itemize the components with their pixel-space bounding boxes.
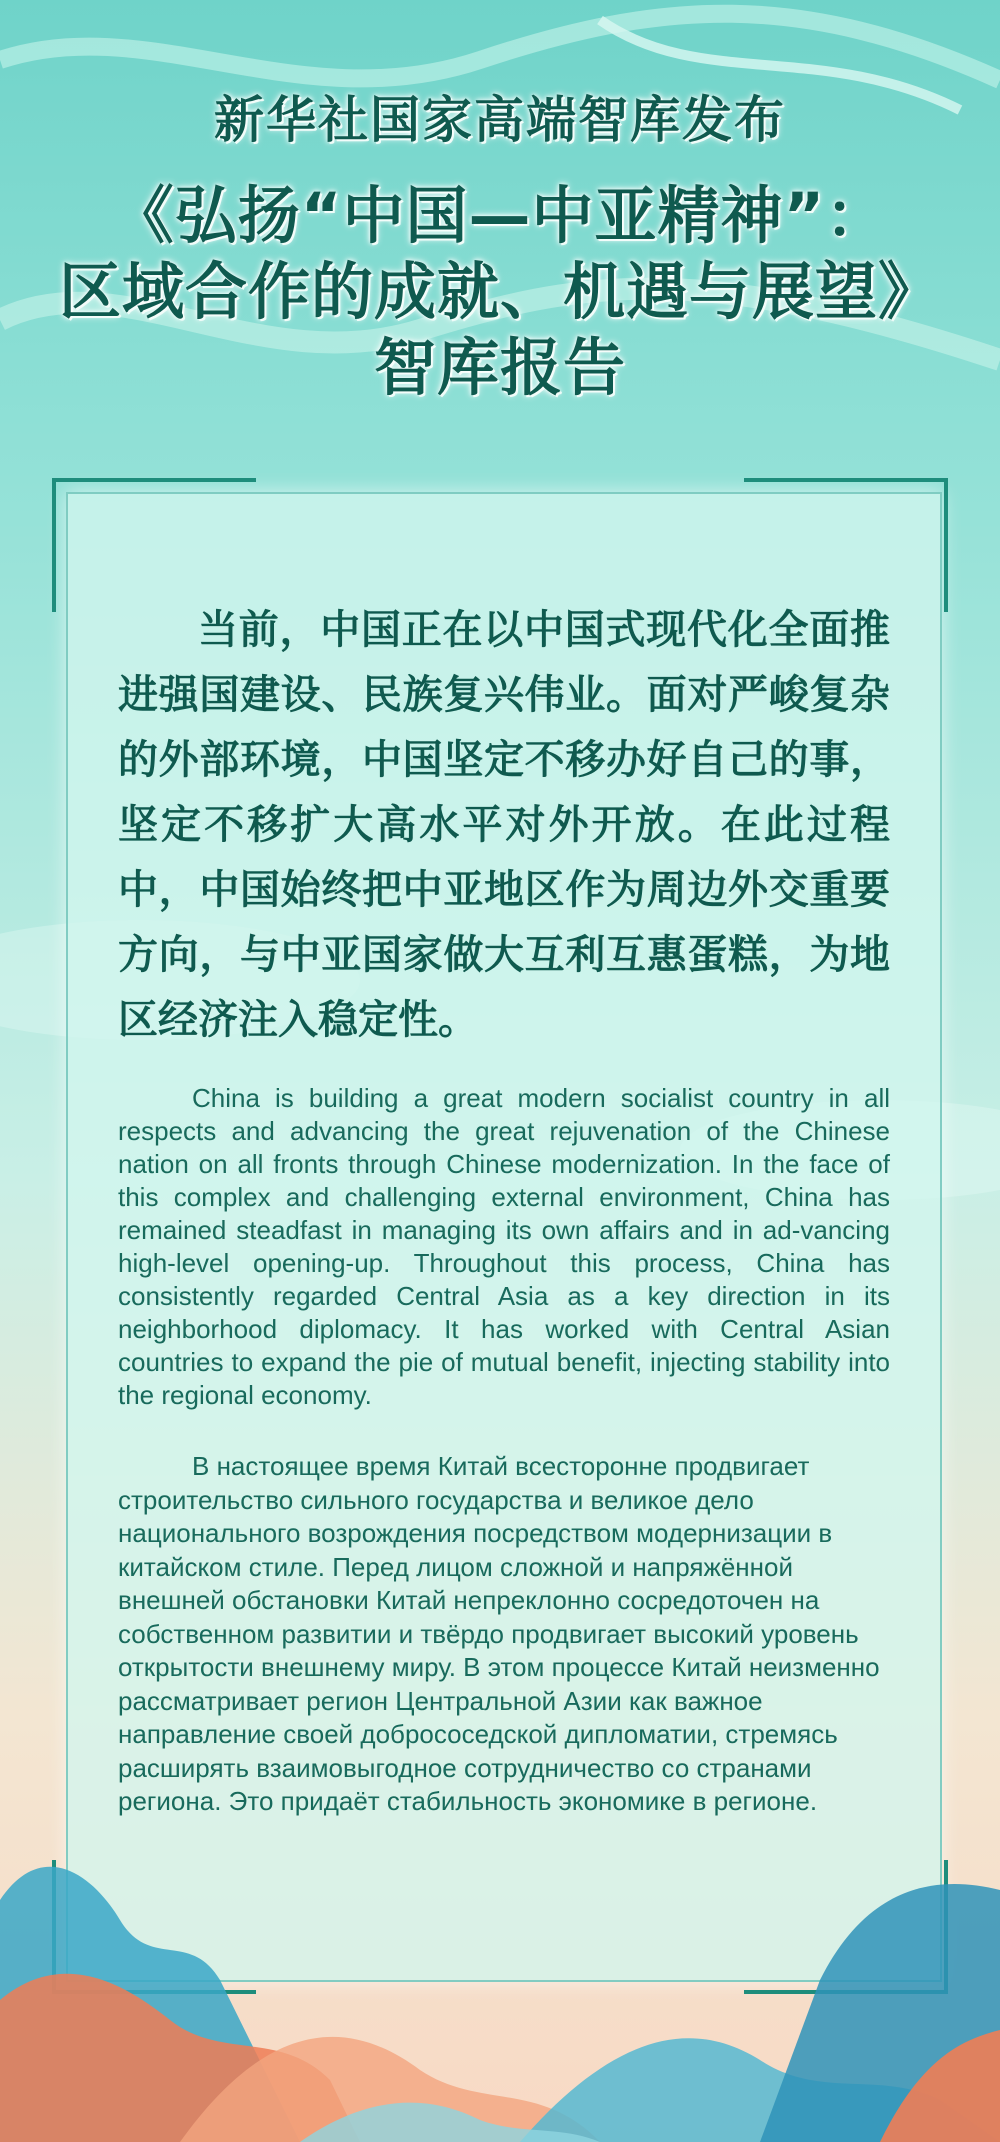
frame-corner-top-left (52, 478, 256, 612)
chinese-paragraph: 当前，中国正在以中国式现代化全面推进强国建设、民族复兴伟业。面对严峻复杂的外部环境，中国坚定不移办好自己的事，坚定不移扩大高水平对外开放。在此过程中，中国始终把中亚地区作为周边外交重要方向，与中亚国家做大互利互惠蛋糕，为地区经济注入稳定性。 (118, 607, 890, 1043)
report-title-line-1: 《弘扬“中国—中亚精神”： (111, 179, 889, 252)
report-title-line-2: 区域合作的成就、机遇与展望》 (58, 255, 941, 328)
frame-corner-top-right (744, 478, 948, 612)
report-title-line-3: 智库报告 (373, 331, 626, 404)
header (0, 80, 1000, 406)
english-paragraph: China is building a great modern socialist country in all respects and advancing the great rejuvenation of the Chinese nation on all fronts through Chinese modernization. In the face of this complex and challenging external environment, China has remained steadfast in managing its own affairs and in ad-vancing high-level opening-up. Throughout this process, China has consistently regarded Central Asia as a key direction in its neighborhood diplomacy. It has worked with Central Asian countries to expand the pie of mutual benefit, injecting stability into the regional economy. (118, 1083, 890, 1410)
mountain-illustration (0, 1780, 1000, 2142)
subtitle: 新华社国家高端智库发布 (214, 91, 786, 149)
russian-paragraph: В настоящее время Китай всесторонне продвигает строительство сильного государства и великое дело национального возрождения посредством модернизации в китайском стиле. Перед лицом сложной и напряжённой внешней обстановки Китай непреклонно сосредоточен на собственном развитии и твёрдо продвигает высокий уровень открытости внешнему миру. В этом процессе Китай неизменно рассматривает регион Центральной Азии как важное направление своей добрососедской дипломатии, стремясь расширять взаимовыгодное сотрудничество со странами региона. Это придаёт стабильность экономике в регионе. (118, 1451, 880, 1816)
